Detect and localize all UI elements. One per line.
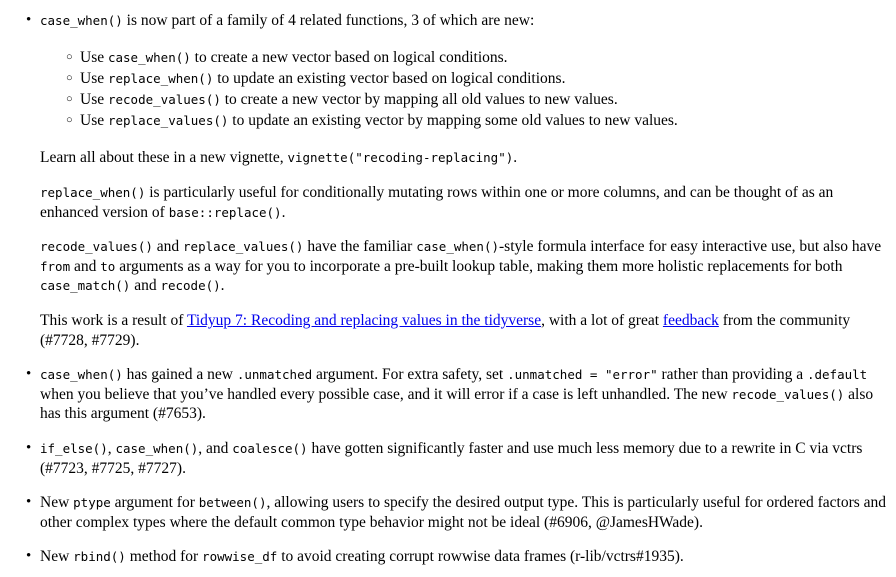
inline-code: rbind() <box>73 549 126 564</box>
circle-bullet-icon: ○ <box>66 72 73 84</box>
inline-code: from <box>40 258 71 274</box>
inline-code: replace_values() <box>107 113 229 128</box>
inline-code: recode_values() <box>107 92 221 107</box>
inline-code: recode_values() <box>731 386 845 402</box>
sub-list-item: ○ Use recode_values() to create a new vector by mapping all old values to new values. <box>66 91 618 108</box>
sub-list-item: ○ Use case_when() to create a new vector based on logical conditions. <box>66 49 508 66</box>
inline-code: ptype <box>73 495 111 510</box>
inline-code: case_when() <box>40 13 123 28</box>
list-item: • New rbind() method for rowwise_df to avoid creating corrupt rowwise data frames (r-lib/vctrs#1935). <box>26 548 684 565</box>
tidyup-paragraph: This work is a result of Tidyup 7: Recoding and replacing values in the tidyverse, with a lot of great feedback from the community (#7728, #7729). <box>40 312 851 349</box>
bullet-icon: • <box>26 548 32 564</box>
inline-code: rowwise_df <box>202 549 278 564</box>
sub-list-item: ○ Use replace_values() to update an existing vector by mapping some old values to new values. <box>66 112 678 129</box>
sub-list-item: ○ Use replace_when() to update an existing vector based on logical conditions. <box>66 70 566 87</box>
inline-code: replace_when() <box>107 71 214 86</box>
inline-code: .default <box>806 367 868 382</box>
inline-code: replace_values() <box>183 239 304 254</box>
inline-code: if_else() <box>40 441 108 456</box>
inline-code: recode() <box>160 278 221 293</box>
tidyup-7-link[interactable]: Tidyup 7: Recoding and replacing values in the tidyverse <box>186 312 542 329</box>
inline-code: .unmatched <box>236 367 313 382</box>
list-item <box>26 11 890 31</box>
inline-code: .unmatched = "error" <box>507 367 658 382</box>
inline-code: to <box>100 258 116 274</box>
inline-code: coalesce() <box>232 441 308 456</box>
inline-code: base::replace() <box>168 204 282 220</box>
inline-code: recode_values() <box>40 239 153 254</box>
inline-code: case_when() <box>107 50 191 65</box>
list-item: • case_when() has gained a new .unmatched argument. For extra safety, set .unmatched = "error" rather than providing a .default when you believe that you’ve handled every possible case, and it will error if a case is left unhandled. The new recode_values() also has this argument (#7653). <box>26 366 874 422</box>
bullet-icon: • <box>26 12 32 28</box>
inline-code: between() <box>198 495 267 510</box>
bullet-icon: • <box>26 494 32 510</box>
inline-code: vignette("recoding-replacing") <box>287 150 514 165</box>
item-text: is now part of a family of 4 related functions, 3 of which are new: <box>122 12 535 29</box>
inline-code: replace_when() <box>40 185 146 200</box>
circle-bullet-icon: ○ <box>66 93 73 105</box>
inline-code: case_match() <box>40 278 131 293</box>
inline-code: case_when() <box>115 441 199 456</box>
recode-values-paragraph: recode_values() and replace_values() have the familiar case_when()-style formula interface for easy interactive use, but also have from and to arguments as a way for you to incorporate a pre-built lookup table, making them more holistic replacements for both case_match() and recode(). <box>40 238 882 294</box>
circle-bullet-icon: ○ <box>66 114 73 126</box>
circle-bullet-icon: ○ <box>66 51 73 63</box>
list-item: • New ptype argument for between(), allowing users to specify the desired output type. This is particularly useful for ordered factors and other complex types where the default common type behavior might not be ideal (#6906, @JamesHWade). <box>26 494 887 531</box>
inline-code: case_when() <box>40 367 123 382</box>
bullet-icon: • <box>26 366 32 382</box>
list-item: • if_else(), case_when(), and coalesce() have gotten significantly faster and use much less memory due to a rewrite in C via vctrs (#7723, #7725, #7727). <box>26 440 863 477</box>
bullet-icon: • <box>26 440 32 456</box>
replace-when-paragraph: replace_when() is particularly useful for conditionally mutating rows within one or more columns, and can be thought of as an enhanced version of base::replace(). <box>40 184 834 221</box>
feedback-link[interactable]: feedback <box>662 312 719 329</box>
inline-code: case_when() <box>416 239 500 254</box>
vignette-paragraph: Learn all about these in a new vignette, vignette("recoding-replacing"). <box>40 149 518 166</box>
